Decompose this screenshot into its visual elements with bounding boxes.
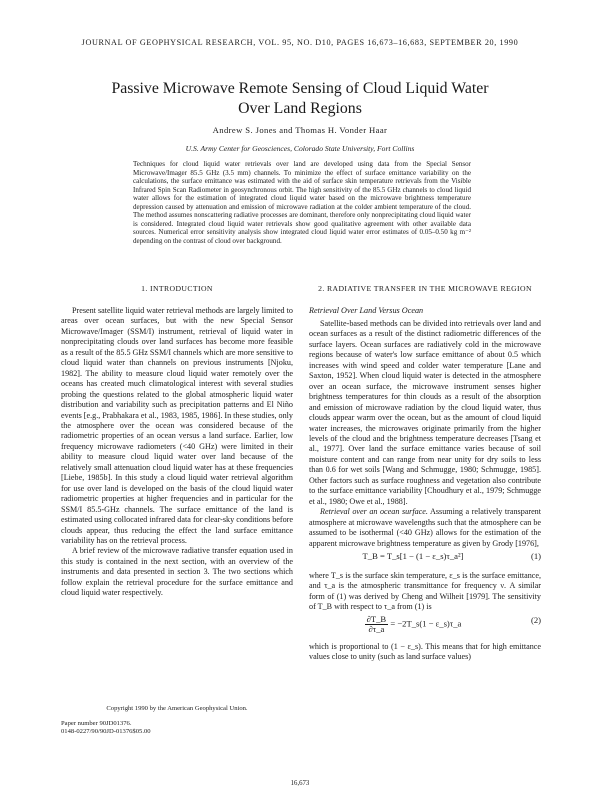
equation-1 — [309, 551, 541, 566]
equation-2-expression — [309, 615, 517, 634]
left-column — [61, 284, 293, 599]
equation-1-expression: T_B = T_s[1 − (1 − ε_s)τ_a²] — [362, 550, 464, 561]
section-2-paragraph-4: which is proportional to (1 − ε_s). This means that for high emittance values close to unity (such as land surface values) — [309, 641, 541, 662]
publication-code: 0148-0227/90/90JD-01376$05.00 — [61, 728, 151, 735]
section-1-heading: 1. INTRODUCTION — [141, 284, 213, 293]
author-list: Andrew S. Jones and Thomas H. Vonder Haar — [212, 125, 388, 135]
paper-number: Paper number 90JD01376. — [61, 720, 132, 727]
equation-2-fraction — [365, 615, 389, 634]
equation-2-rhs: = −2T_s(1 − ε_s)τ_a — [390, 618, 462, 629]
equation-2-numerator: ∂T_B — [366, 613, 387, 624]
author-affiliation: U.S. Army Center for Geosciences, Colorado State University, Fort Collins — [185, 144, 415, 153]
section-1-paragraph-1: Present satellite liquid water retrieval methods are largely limited to areas over ocean surfaces, but with the new Special Sensor Microwave/Imager (SSM/I) instrument, retrieval of liquid water in nonprecipitating clouds over land surfaces has become more feasible as a result of the 85.5 GHz SSM/I channels which are more sensitive to cloud liquid water than channels on previous instruments [Njoku, 1982]. The ability to measure cloud liquid water remotely over the oceans has created much climatological interest with several studies probing the questions related to the global atmospheric liquid water distribution and variability such as precipitation patterns and El Niño events [e.g., Prabhakara et al., 1983, 1985, 1986]. In these studies, only the atmosphere over the ocean was considered because of the radiometric properties of an ocean versus a land surface. Earlier, low frequency microwave radiometers (<40 GHz) were limited in their ability to measure cloud liquid water over land because of the relatively small attenuation cloud liquid water has at these frequencies [Liebe, 1985b]. In this study a cloud liquid water retrieval algorithm for use over land is developed on the basis of the cloud liquid water radiometric properties at higher frequencies and in particular for the SSM/I 85.5-GHz channels. The surface emittance of the land is estimated using collocated infrared data for clear-sky conditions before clouds appear, thus reducing the effect the land surface emittance variability has on the retrieval process. — [61, 306, 293, 545]
abstract: Techniques for cloud liquid water retrievals over land are developed using data from the Special Sensor Microwave/Imager 85.5 GHz (3.5 mm) channels. To minimize the effect of surface emittance variability on the calculations, the surface emittance was estimated with the aid of surface skin temperature retrievals from the Visible Infrared Spin Scan Radiometer in geosynchronous orbit. The high sensitivity of the 85.5 GHz channels to cloud liquid water allows for the estimation of integrated cloud liquid water based on the microwave brightness temperature depression caused by attenuation and emission of microwave radiation at the colder ambient temperature of the cloud. The method assumes nonscattering radiative processes are dominant, therefore only nonprecipitating cloud liquid water is considered. Integrated cloud liquid water retrievals show good qualitative agreement with other available data sources. Numerical error sensitivity analysis show integrated cloud liquid water error estimates of 0.05–0.50 kg m⁻² depending on the contrast of cloud over background. — [133, 160, 471, 245]
title-line-1: Passive Microwave Remote Sensing of Cloud Liquid Water — [111, 80, 489, 97]
equation-1-number: (1) — [530, 550, 541, 561]
footnote — [61, 705, 293, 736]
section-2-paragraph-3: where T_s is the surface skin temperature, ε_s is the surface emittance, and τ_a is the atmospheric transmittance for frequency ν. A similar form of (1) was derived by Cheng and Wilheit [1979]. The sensitivity of T_B with respect to τ_a from (1) is — [309, 570, 541, 612]
title-line-2: Over Land Regions — [238, 100, 362, 117]
section-2-paragraph-2 — [309, 507, 541, 549]
copyright-line: Copyright 1990 by the American Geophysical Union. — [106, 705, 248, 712]
right-column — [309, 284, 541, 663]
equation-2 — [309, 615, 541, 637]
page-number: 16,673 — [290, 780, 310, 787]
section-2-subheading: Retrieval Over Land Versus Ocean — [309, 306, 424, 315]
paper-title — [60, 79, 540, 119]
run-in-heading: Retrieval over an ocean surface. — [320, 507, 428, 517]
section-2-heading: 2. RADIATIVE TRANSFER IN THE MICROWAVE REGION — [318, 284, 532, 293]
equation-2-number: (2) — [530, 614, 541, 625]
section-2-paragraph-1: Satellite-based methods can be divided into retrievals over land and ocean surfaces as a result of the distinct radiometric differences of the surface layers. Ocean surfaces are radiatively cold in the microwave regions because of water's low surface emittance of about 0.5 which increases with wind speed and colder water temperature [Lane and Saxton, 1952]. When cloud liquid water is detected in the atmosphere over an ocean surface, the microwave instrument senses higher brightness temperatures for thin clouds as a result of the absorption and emission of microwave radiation by the cloud liquid water, thus clouds appear warm over the ocean, but as the amount of cloud liquid water increases, the microwaves originate primarily from the higher levels of the cloud and the brightness temperature decreases [Tsang et al., 1977]. Over land the surface emittance varies because of soil moisture content and can range from near unity for dry soils to less than 0.6 for wet soils [Wang and Schmugge, 1980; Schmugge, 1985]. Other factors such as surface roughness and vegetation also contribute to the surface emittance variability [Choudhury et al., 1979; Schmugge et al., 1980; Owe et al., 1988]. — [309, 319, 541, 506]
section-2-paragraph-2-text: Assuming a relatively transparent atmosphere at microwave wavelengths such that the atmosphere can be assumed to be isothermal (<40 GHz) allows for the estimation of the apparent microwave brightness temperature as given by Grody [1976], — [309, 507, 541, 548]
running-head: JOURNAL OF GEOPHYSICAL RESEARCH, VOL. 95, NO. D10, PAGES 16,673–16,683, SEPTEMBER 20, 1990 — [81, 38, 519, 47]
section-1-paragraph-2: A brief review of the microwave radiative transfer equation used in this study is contained in the next section, with an overview of the instruments and data presented in section 3. The two sections which follow explain the retrieval procedure for the surface emittance and cloud liquid water respectively. — [61, 546, 293, 598]
equation-2-denominator: ∂τ_a — [368, 623, 385, 634]
